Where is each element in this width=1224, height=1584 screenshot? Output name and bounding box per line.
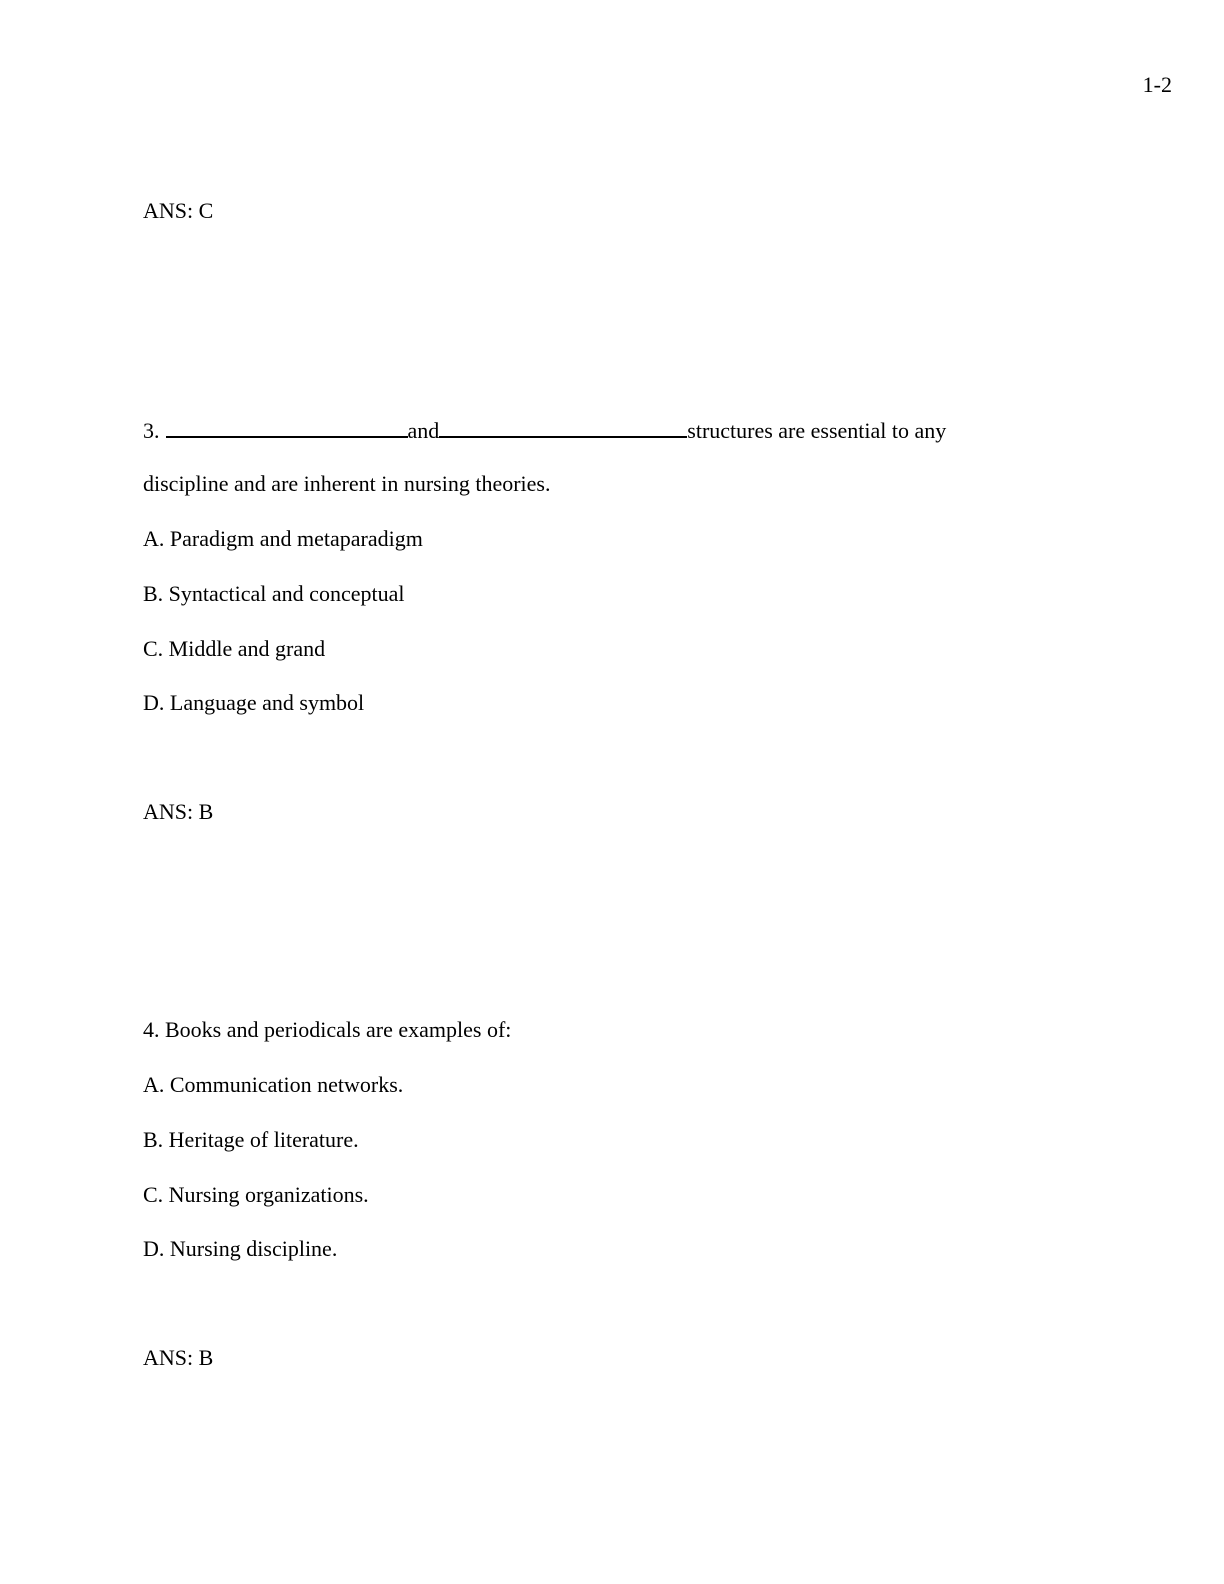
question-3-stem <box>143 416 946 445</box>
question-4-stem: 4. Books and periodicals are examples of: <box>143 1017 512 1042</box>
fill-blank-1 <box>166 416 408 438</box>
question-3-option-c: C. Middle and grand <box>143 636 326 661</box>
page-number: 1-2 <box>1142 72 1172 97</box>
question-3-stem-end: structures are essential to any <box>687 418 947 443</box>
question-3-connector: and <box>407 418 440 443</box>
question-4-option-d: D. Nursing discipline. <box>143 1236 338 1261</box>
answer-q4: ANS: B <box>143 1345 214 1370</box>
question-3-option-a: A. Paradigm and metaparadigm <box>143 526 423 551</box>
question-3-option-d: D. Language and symbol <box>143 690 365 715</box>
question-4-option-a: A. Communication networks. <box>143 1072 404 1097</box>
fill-blank-2 <box>439 416 687 438</box>
question-4-option-b: B. Heritage of literature. <box>143 1127 359 1152</box>
answer-q3: ANS: B <box>143 799 214 824</box>
question-3-option-b: B. Syntactical and conceptual <box>143 581 405 606</box>
question-4-option-c: C. Nursing organizations. <box>143 1182 369 1207</box>
question-3-number: 3. <box>143 418 160 443</box>
question-3-stem-line2: discipline and are inherent in nursing theories. <box>143 471 551 496</box>
answer-q2: ANS: C <box>143 198 214 223</box>
